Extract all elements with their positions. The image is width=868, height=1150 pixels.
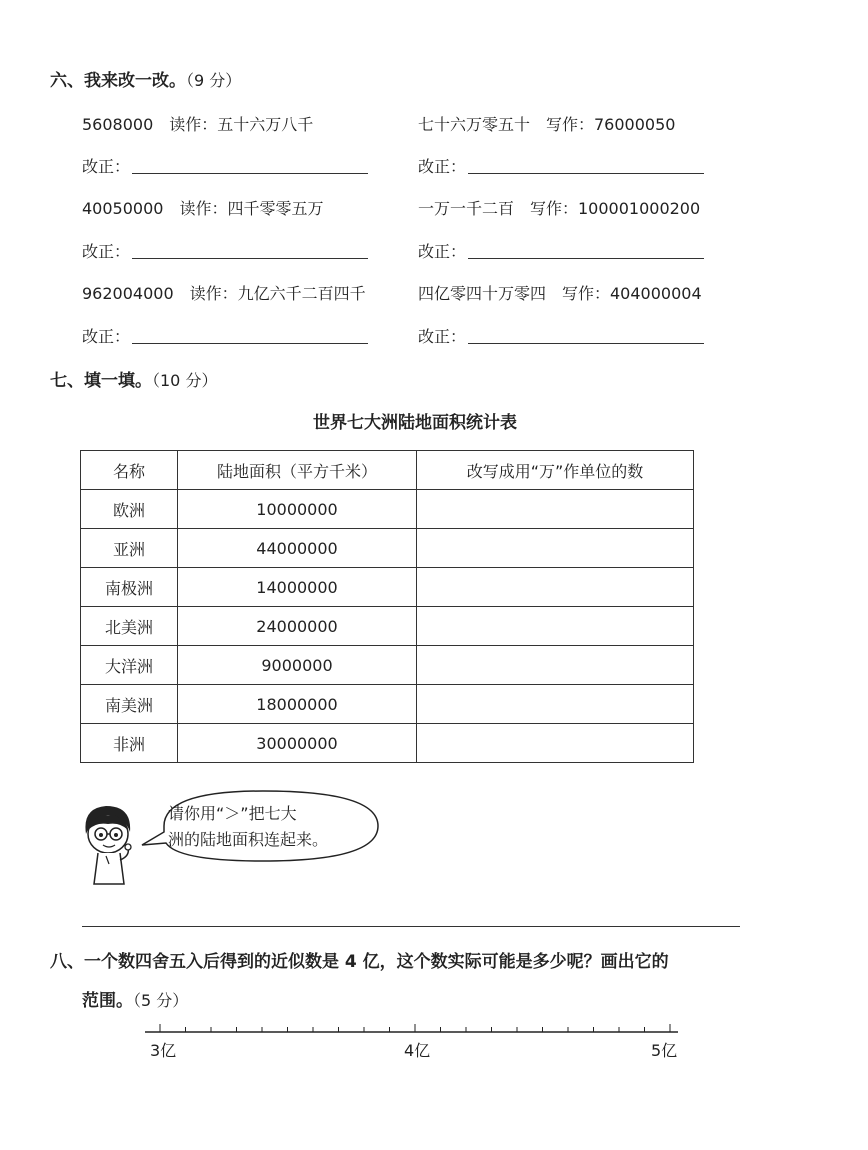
table-row — [81, 646, 694, 685]
correction-blank-3-right[interactable] — [468, 343, 704, 344]
section7-heading: 七、填一填。（10 分） — [50, 371, 218, 391]
correction-blank-2-right[interactable] — [468, 258, 704, 259]
comparison-answer-line[interactable] — [82, 926, 740, 927]
axis-label-3: 3亿 — [150, 1041, 177, 1060]
correction-blank-2-left[interactable] — [132, 258, 368, 259]
correction-blank-3-left[interactable] — [132, 343, 368, 344]
error-item-1-left: 5608000 读作：五十六万八千 — [82, 115, 314, 134]
table-row — [81, 724, 694, 763]
continent-name: 欧洲 — [81, 490, 178, 529]
table-row — [81, 490, 694, 529]
table-row — [81, 529, 694, 568]
converted-answer-cell[interactable] — [417, 490, 694, 529]
table-row — [81, 568, 694, 607]
error-item-3-right: 四亿零四十万零四 写作：404000004 — [418, 284, 702, 303]
continent-name: 大洋洲 — [81, 646, 178, 685]
continent-area-table — [80, 450, 694, 763]
continent-area: 9000000 — [178, 646, 417, 685]
continent-name: 南极洲 — [81, 568, 178, 607]
table-row — [81, 607, 694, 646]
correction-label: 改正： — [82, 157, 131, 176]
axis-label-4: 4亿 — [404, 1041, 431, 1060]
error-item-2-right: 一万一千二百 写作：100001000200 — [418, 199, 701, 218]
header-name: 名称 — [81, 451, 178, 490]
section8-heading-line1: 八、一个数四舍五入后得到的近似数是 4 亿，这个数实际可能是多少呢？画出它的 — [50, 952, 669, 972]
continent-area: 18000000 — [178, 685, 417, 724]
correction-label: 改正： — [418, 242, 467, 261]
continent-area: 30000000 — [178, 724, 417, 763]
correction-blank-1-left[interactable] — [132, 173, 368, 174]
error-item-1-right: 七十六万零五十 写作：76000050 — [418, 115, 676, 134]
converted-answer-cell[interactable] — [417, 607, 694, 646]
table-title: 世界七大洲陆地面积统计表 — [313, 413, 517, 433]
converted-answer-cell[interactable] — [417, 685, 694, 724]
correction-label: 改正： — [418, 327, 467, 346]
section6-heading: 六、我来改一改。（9 分） — [50, 71, 242, 91]
continent-area: 44000000 — [178, 529, 417, 568]
table-header-row — [81, 451, 694, 490]
section8-heading-line2: 范围。（5 分） — [82, 991, 189, 1011]
continent-name: 南美洲 — [81, 685, 178, 724]
error-item-2-left: 40050000 读作：四千零零五万 — [82, 199, 324, 218]
converted-answer-cell[interactable] — [417, 724, 694, 763]
converted-answer-cell[interactable] — [417, 568, 694, 607]
continent-name: 非洲 — [81, 724, 178, 763]
error-item-3-left: 962004000 读作：九亿六千二百四千 — [82, 284, 366, 303]
bubble-text — [168, 801, 328, 853]
converted-answer-cell[interactable] — [417, 646, 694, 685]
correction-label: 改正： — [82, 327, 131, 346]
continent-area: 14000000 — [178, 568, 417, 607]
bubble-line-2: 洲的陆地面积连起来。 — [168, 830, 329, 849]
axis-label-5: 5亿 — [651, 1041, 678, 1060]
correction-label: 改正： — [82, 242, 131, 261]
correction-label: 改正： — [418, 157, 467, 176]
continent-name: 亚洲 — [81, 529, 178, 568]
continent-name: 北美洲 — [81, 607, 178, 646]
correction-blank-1-right[interactable] — [468, 173, 704, 174]
continent-area: 24000000 — [178, 607, 417, 646]
continent-area: 10000000 — [178, 490, 417, 529]
bubble-line-1: 请你用“＞”把七大 — [168, 804, 297, 823]
header-converted: 改写成用“万”作单位的数 — [417, 451, 694, 490]
table-row — [81, 685, 694, 724]
converted-answer-cell[interactable] — [417, 529, 694, 568]
header-area: 陆地面积（平方千米） — [178, 451, 417, 490]
